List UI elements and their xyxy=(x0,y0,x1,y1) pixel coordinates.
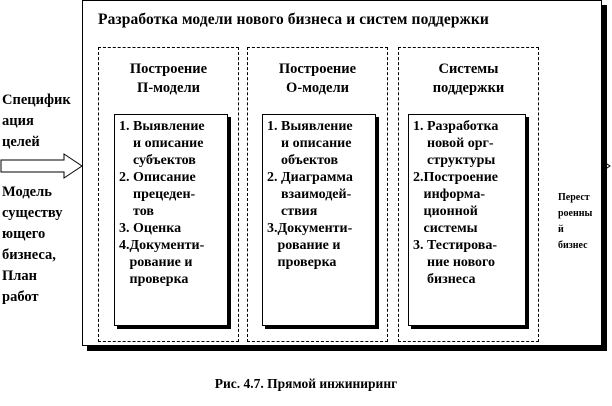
list-item: 2. Построение информа- ционной системы xyxy=(413,170,498,236)
p-model-title: Построение П-модели xyxy=(129,61,208,96)
support-systems-steps xyxy=(408,114,526,326)
outer-title: Разработка модели нового бизнеса и систем поддержки xyxy=(98,11,489,28)
list-item: 2. Описание прецеден- тов xyxy=(119,170,196,219)
support-systems-panel xyxy=(398,47,539,342)
o-model-steps xyxy=(262,114,376,326)
list-item: 1. Выявление и описание объектов xyxy=(267,119,353,168)
input-arrow xyxy=(0,152,84,180)
list-item: 3. Тестирова- ние нового бизнеса xyxy=(413,238,498,287)
list-item: 1. Выявление и описание субъектов xyxy=(119,119,205,168)
list-item: 1. Разработка новой орг- структуры xyxy=(413,119,499,168)
existing-model-label: Модель существу ющего бизнеса, План работ xyxy=(2,184,63,305)
output-label: Перест роенны й бизнес xyxy=(558,192,593,251)
goal-spec-label: Специфик ация целей xyxy=(2,92,71,150)
figure-caption: Рис. 4.7. Прямой инжиниринг xyxy=(214,376,398,391)
list-item: 2. Диаграмма взаимодей- ствия xyxy=(267,170,353,219)
p-model-steps xyxy=(114,114,228,326)
list-item: 4. Документи- рование и проверка xyxy=(119,238,205,287)
o-model-title: Построение О-модели xyxy=(278,61,357,96)
o-model-panel xyxy=(247,47,388,342)
list-item: 3. Документи- рование и проверка xyxy=(267,221,353,270)
support-systems-title: Системы поддержки xyxy=(432,61,505,96)
p-model-panel xyxy=(98,47,239,342)
list-item: 3. Оценка xyxy=(119,221,182,236)
